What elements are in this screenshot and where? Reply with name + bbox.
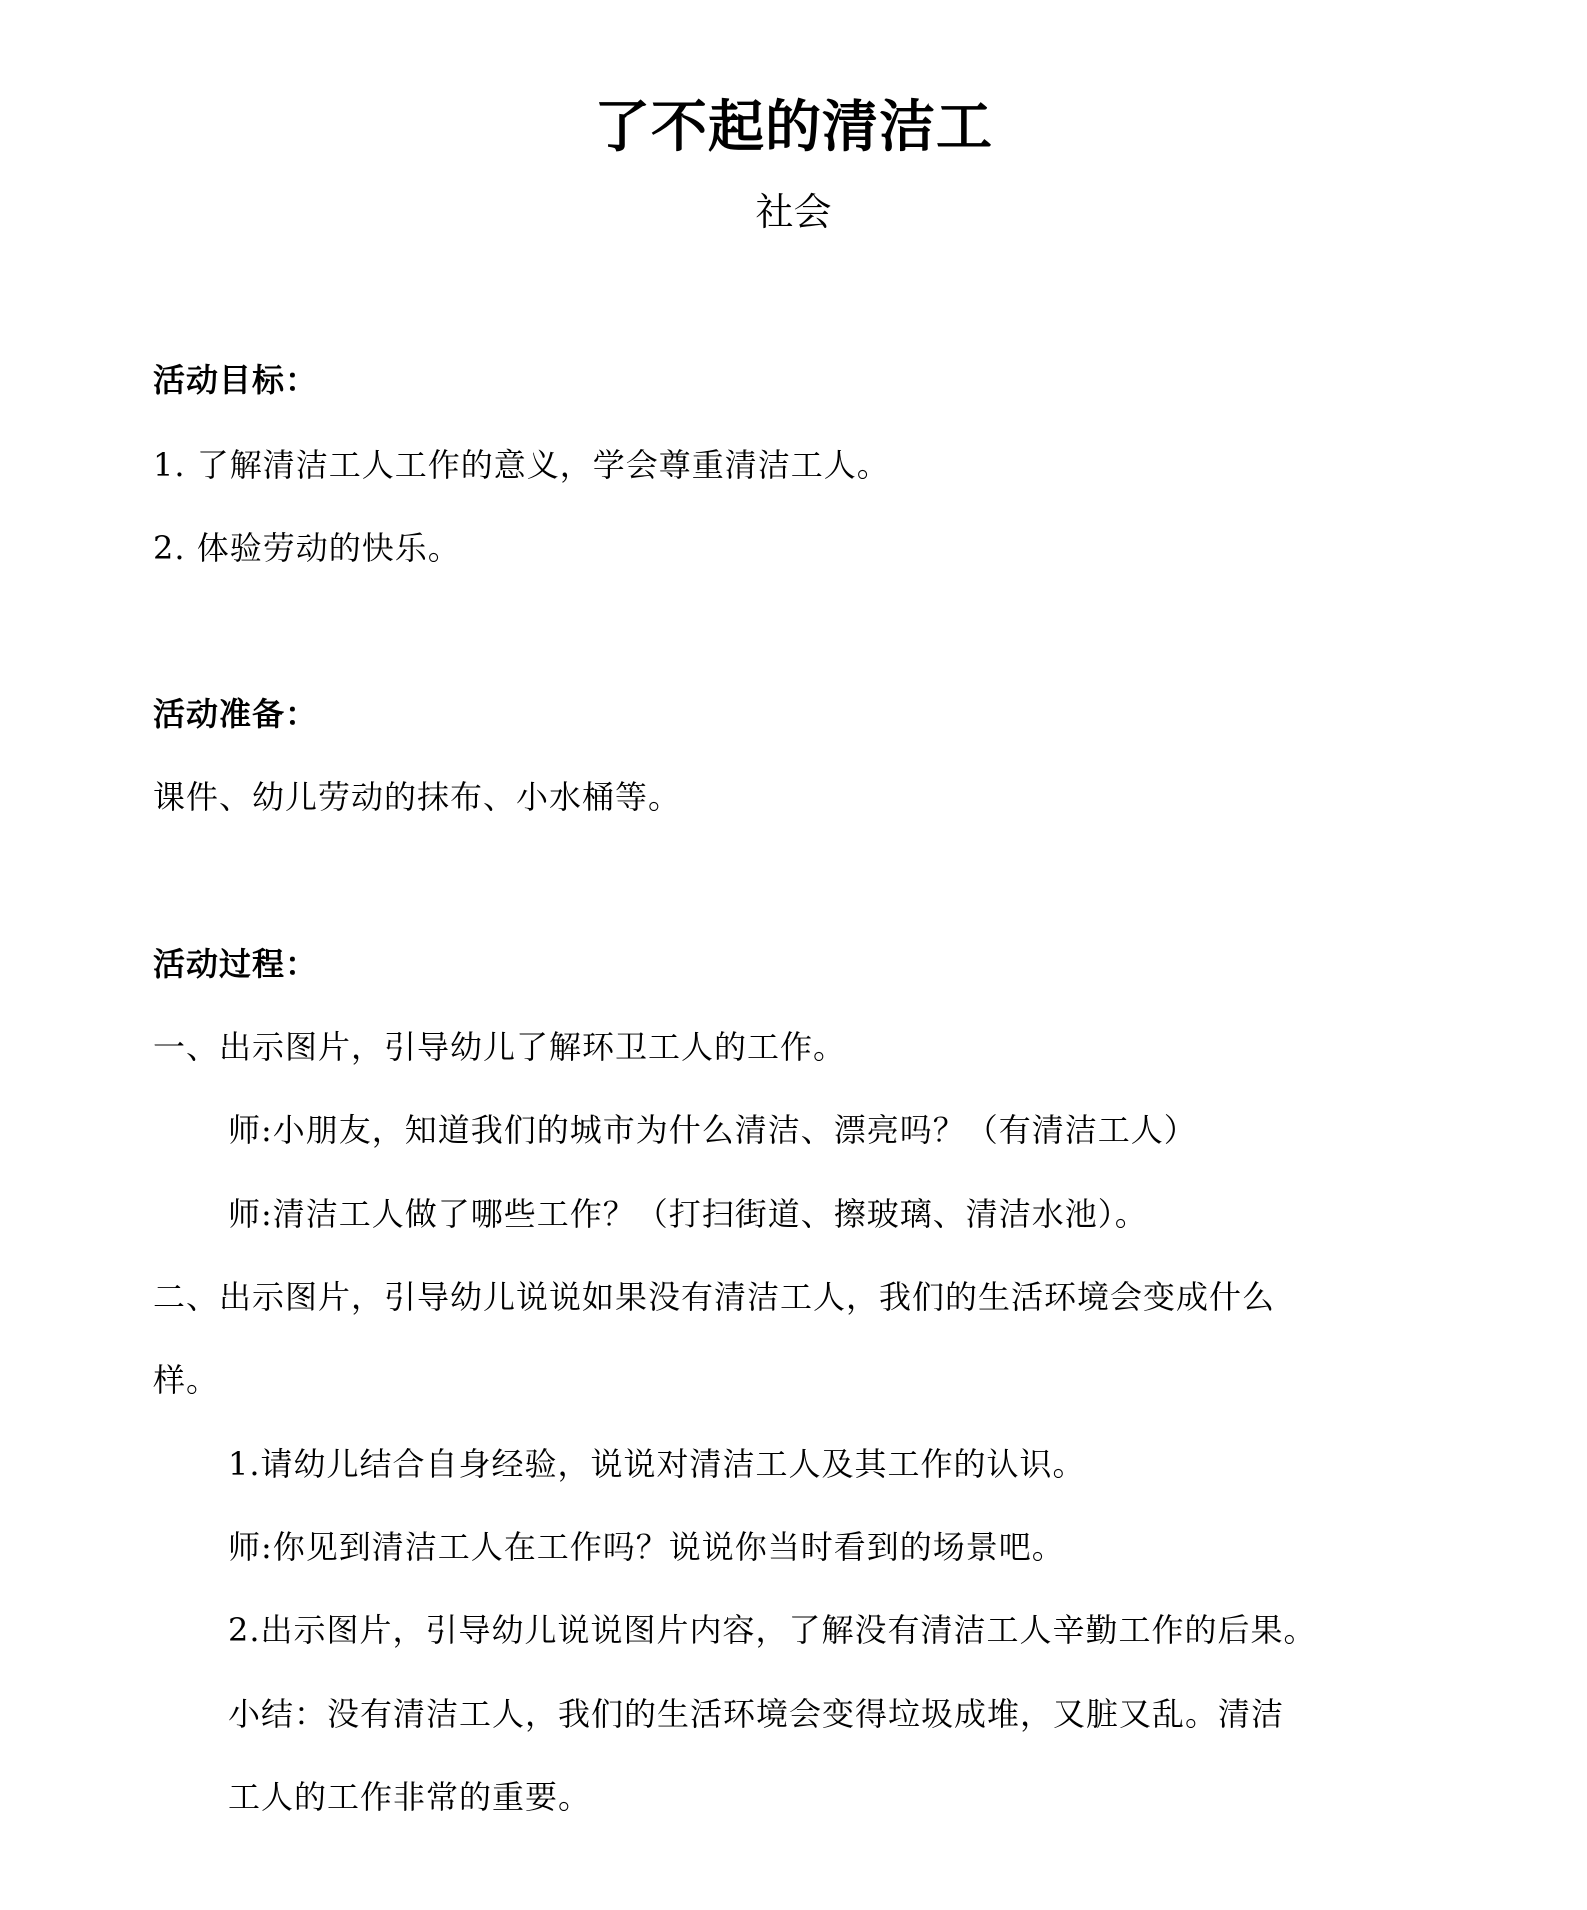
process-step-1: 一、出示图片，引导幼儿了解环卫工人的工作。 (153, 1028, 847, 1066)
section-heading-process: 活动过程： (153, 945, 319, 983)
preparation-text: 课件、幼儿劳动的抹布、小水桶等。 (153, 778, 682, 816)
process-step-2-continued: 样。 (153, 1361, 220, 1399)
process-summary-continued: 工人的工作非常的重要。 (228, 1778, 592, 1816)
goal-item-1: 1. 了解清洁工人工作的意义，学会尊重清洁工人。 (153, 446, 890, 484)
document-subtitle: 社会 (755, 190, 832, 234)
section-heading-goals: 活动目标： (153, 361, 319, 399)
process-dialog-2: 师:清洁工人做了哪些工作？（打扫街道、擦玻璃、清洁水池）。 (228, 1195, 1148, 1233)
section-heading-preparation: 活动准备： (153, 695, 319, 733)
process-substep-2: 2.出示图片，引导幼儿说说图片内容，了解没有清洁工人辛勤工作的后果。 (228, 1611, 1317, 1649)
process-dialog-1: 师:小朋友，知道我们的城市为什么清洁、漂亮吗？（有清洁工人） (228, 1111, 1197, 1149)
process-substep-1: 1.请幼儿结合自身经验，说说对清洁工人及其工作的认识。 (228, 1445, 1086, 1483)
goal-item-2: 2. 体验劳动的快乐。 (153, 529, 461, 567)
process-summary: 小结：没有清洁工人，我们的生活环境会变得垃圾成堆，又脏又乱。清洁 (228, 1695, 1285, 1733)
document-title: 了不起的清洁工 (594, 94, 993, 160)
process-step-2: 二、出示图片，引导幼儿说说如果没有清洁工人，我们的生活环境会变成什么 (153, 1278, 1276, 1316)
process-dialog-3: 师:你见到清洁工人在工作吗？说说你当时看到的场景吧。 (228, 1528, 1065, 1566)
